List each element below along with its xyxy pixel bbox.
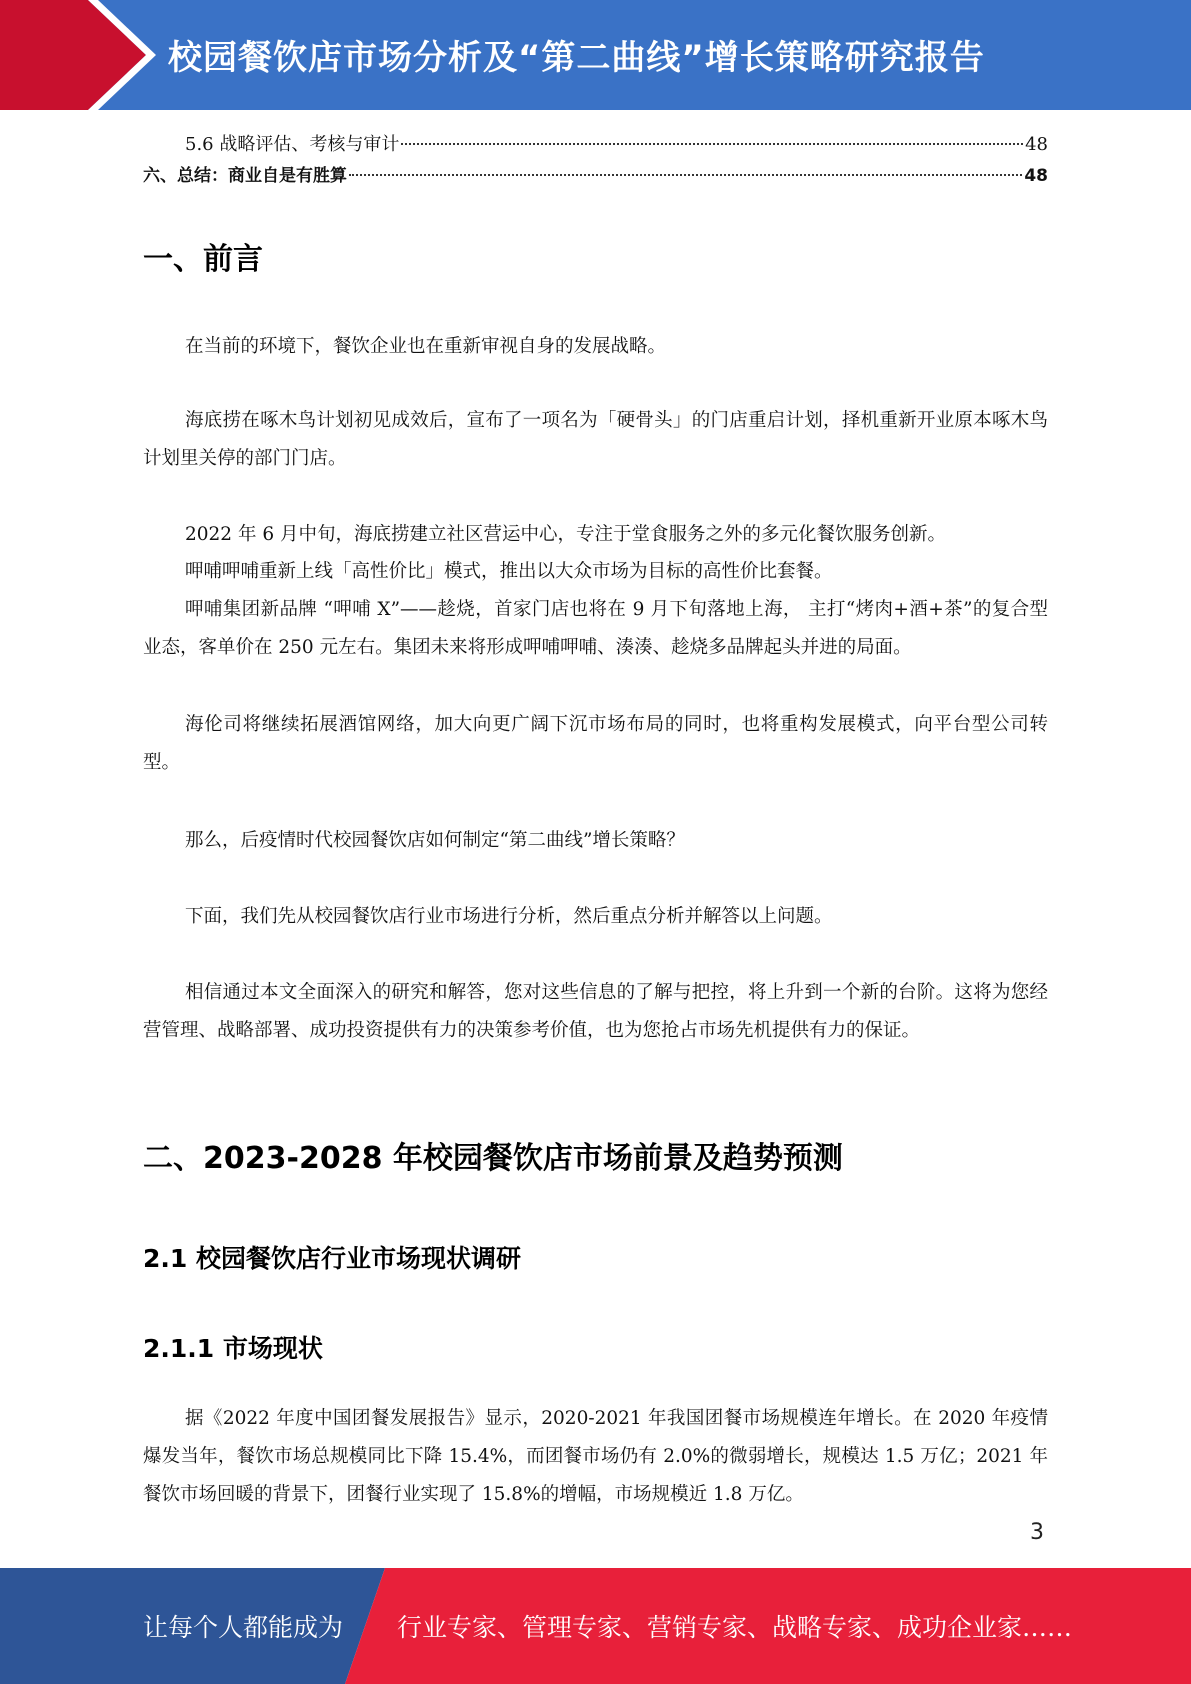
paragraph: 相信通过本文全面深入的研究和解答，您对这些信息的了解与把控，将上升到一个新的台阶。这将为您经营管理、战略部署、成功投资提供有力的决策参考价值，也为您抢占市场先机提供有力的保证。	[143, 982, 1048, 1041]
paragraph: 在当前的环境下，餐饮企业也在重新审视自身的发展战略。	[185, 336, 667, 357]
toc-leader-dots	[401, 143, 1023, 145]
paragraph: 2022 年 6 月中旬，海底捞建立社区营运中心，专注于堂食服务之外的多元化餐饮服务创新。	[185, 524, 946, 545]
paragraph: 海底捞在啄木鸟计划初见成效后，宣布了一项名为「硬骨头」的门店重启计划，择机重新开业原本啄木鸟计划里关停的部门门店。	[143, 410, 1048, 469]
toc-leader-dots	[349, 174, 1022, 176]
paragraph: 那么，后疫情时代校园餐饮店如何制定“第二曲线”增长策略？	[185, 830, 685, 851]
footer-slogan-left: 让每个人都能成为	[143, 1613, 344, 1642]
section-heading: 一、前言	[143, 242, 263, 277]
toc-entry[interactable]	[143, 161, 1048, 187]
report-title: 校园餐饮店市场分析及“第二曲线”增长策略研究报告	[168, 38, 985, 78]
toc-entry-page: 48	[1024, 166, 1048, 186]
paragraph: 呷哺呷哺重新上线「高性价比」模式，推出以大众市场为目标的高性价比套餐。	[185, 561, 833, 582]
paragraph: 下面，我们先从校园餐饮店行业市场进行分析，然后重点分析并解答以上问题。	[185, 906, 833, 927]
sub-sub-heading: 2.1.1 市场现状	[143, 1334, 323, 1363]
red-arrow-decoration	[0, 0, 160, 110]
toc-entry[interactable]	[185, 130, 1048, 156]
footer-slogan-right: 行业专家、管理专家、营销专家、战略专家、成功企业家……	[397, 1613, 1073, 1642]
sub-heading: 2.1 校园餐饮店行业市场现状调研	[143, 1244, 521, 1273]
footer-banner	[0, 1568, 1191, 1684]
paragraph: 呷哺集团新品牌 “呷哺 X”——趁烧，首家门店也将在 9 月下旬落地上海， 主打“烤肉+酒+茶”的复合型业态，客单价在 250 元左右。集团未来将形成呷哺呷哺、湊湊、趁烧多品牌起头并进的局面。	[143, 599, 1048, 658]
paragraph: 据《2022 年度中国团餐发展报告》显示，2020-2021 年我国团餐市场规模连年增长。在 2020 年疫情爆发当年，餐饮市场总规模同比下降 15.4%，而团餐市场仍有 2.0%的微弱增长，规模达 1.5 万亿；2021 年餐饮市场回暖的背景下，团餐行业实现了 15.8%的增幅，市场规模近 1.8 万亿。	[143, 1408, 1048, 1505]
page-number: 3	[1030, 1520, 1044, 1545]
paragraph: 海伦司将继续拓展酒馆网络，加大向更广阔下沉市场布局的同时，也将重构发展模式，向平台型公司转型。	[143, 714, 1048, 773]
toc-entry-label: 六、总结：商业自是有胜算	[143, 166, 347, 186]
toc-entry-label: 5.6 战略评估、考核与审计	[185, 134, 400, 155]
header-banner	[0, 0, 1191, 110]
toc-entry-page: 48	[1025, 134, 1048, 155]
section-heading: 二、2023-2028 年校园餐饮店市场前景及趋势预测	[143, 1141, 843, 1176]
